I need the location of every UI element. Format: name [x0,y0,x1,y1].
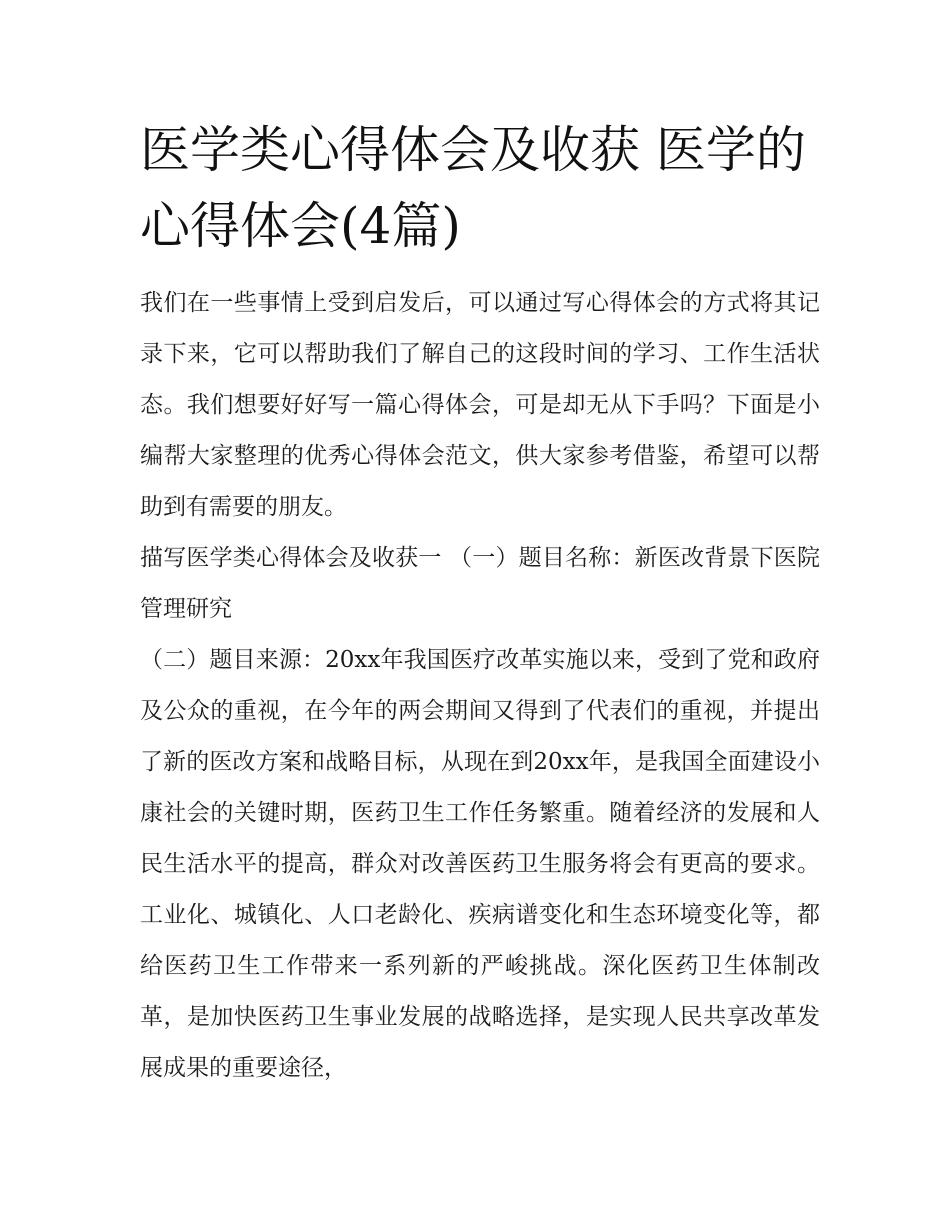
document-body [140,278,820,1094]
paragraph-topic-source: （二）题目来源：20xx年我国医疗改革实施以来，受到了党和政府及公众的重视，在今年的两会期间又得到了代表们的重视，并提出了新的医改方案和战略目标，从现在到20xx年，是我国全面建设小康社会的关键时期，医药卫生工作任务繁重。随着经济的发展和人民生活水平的提高，群众对改善医药卫生服务将会有更高的要求。工业化、城镇化、人口老龄化、疾病谱变化和生态环境变化等，都给医药卫生工作带来一系列新的严峻挑战。深化医药卫生体制改革，是加快医药卫生事业发展的战略选择，是实现人民共享改革发展成果的重要途径， [140,647,820,1081]
document-title: 医学类心得体会及收获 医学的心得体会(4篇) [140,121,806,255]
paragraph-section-heading: 描写医学类心得体会及收获一 （一）题目名称：新医改背景下医院管理研究 [140,545,820,622]
paragraph-intro: 我们在一些事情上受到启发后，可以通过写心得体会的方式将其记录下来，它可以帮助我们了解自己的这段时间的学习、工作生活状态。我们想要好好写一篇心得体会，可是却无从下手吗？下面是小编帮大家整理的优秀心得体会范文，供大家参考借鉴，希望可以帮助到有需要的朋友。 [140,290,820,520]
